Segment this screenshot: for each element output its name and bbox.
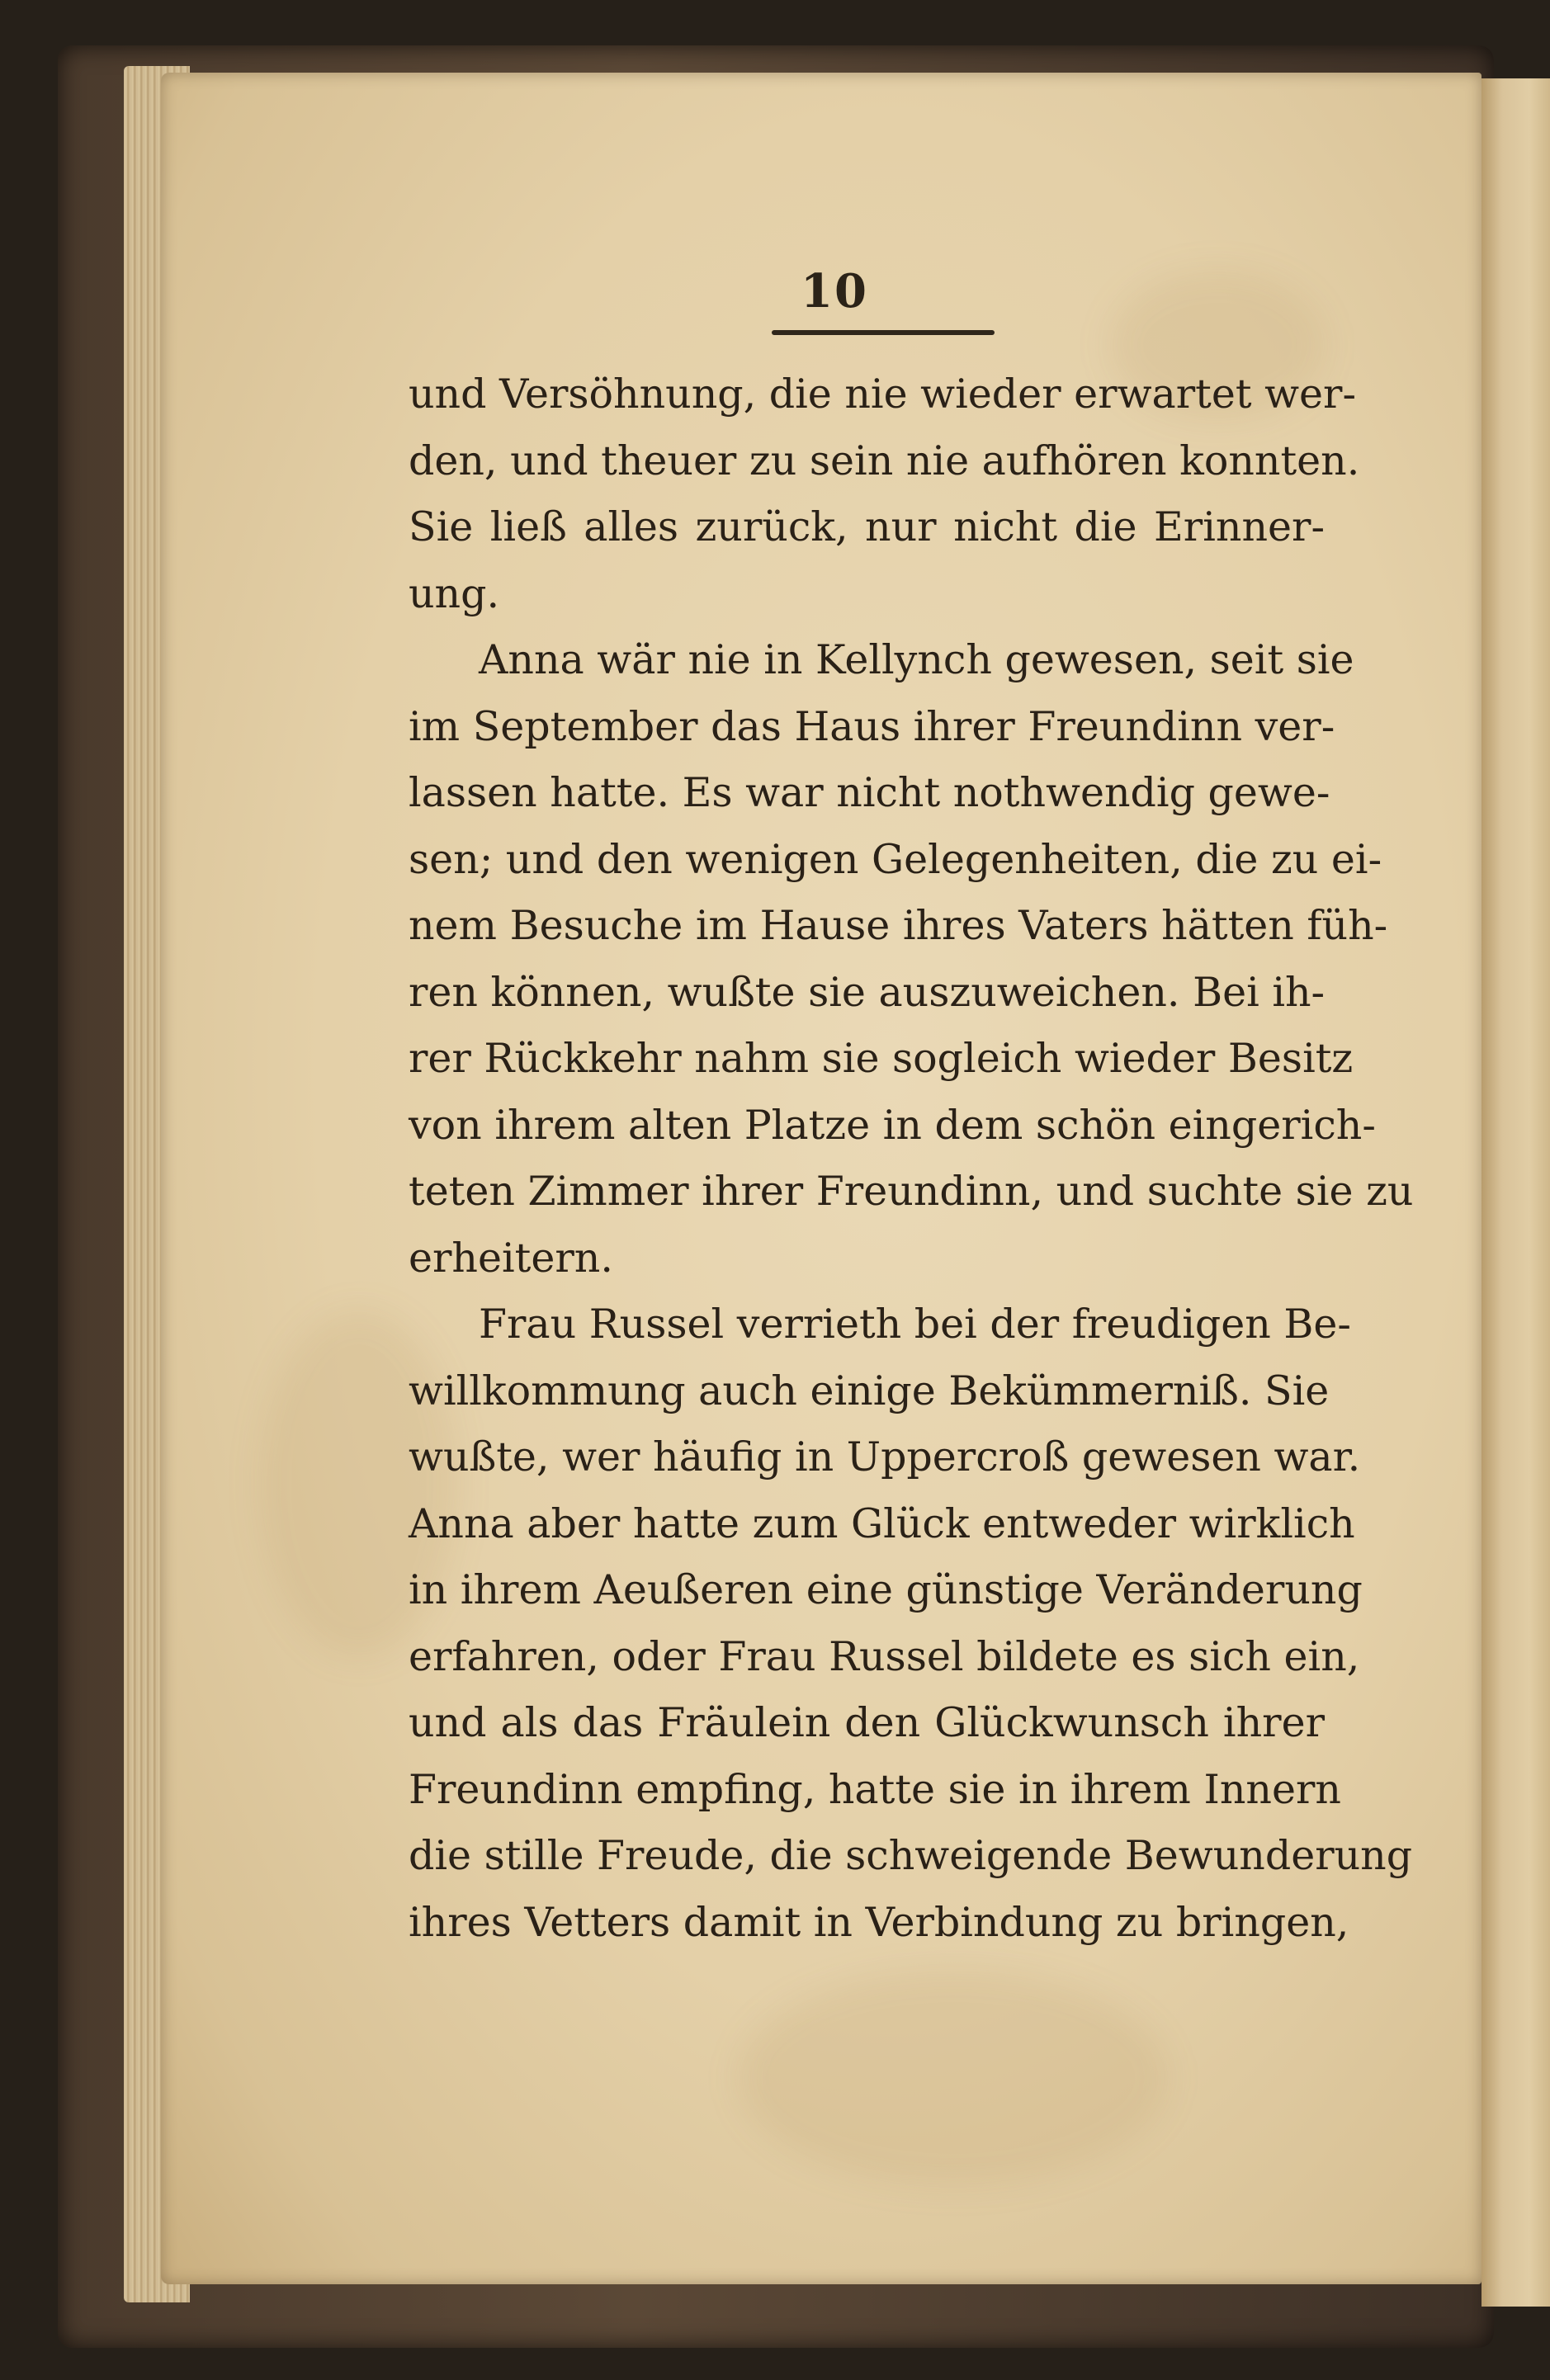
text-line: willkommung auch einige Bekümmerniß. Sie [409, 1367, 1330, 1414]
text-line: ren können, wußte sie auszuweichen. Bei ih- [409, 968, 1326, 1016]
text-line: sen; und den wenigen Gelegenheiten, die zu ei- [409, 835, 1382, 883]
text-line: lassen hatte. Es war nicht nothwendig gewe- [409, 769, 1330, 816]
text-line: Anna wär nie in Kellynch gewesen, seit sie [479, 636, 1354, 683]
text-line: erfahren, oder Frau Russel bildete es sich ein, [409, 1632, 1360, 1680]
text-line: im September das Haus ihrer Freundinn ver- [409, 702, 1335, 750]
text-line: in ihrem Aeußeren eine günstige Veränderung [409, 1566, 1363, 1613]
text-line: teten Zimmer ihrer Freundinn, und suchte sie zu [409, 1168, 1414, 1215]
text-line: ung. [409, 569, 500, 617]
header-rule [772, 330, 995, 335]
text-line: den, und theuer zu sein nie aufhören konnten. [409, 437, 1360, 484]
body-text [409, 361, 1414, 1956]
text-line: erheitern. [409, 1234, 613, 1282]
text-line: wußte, wer häufig in Uppercroß gewesen war. [409, 1433, 1361, 1480]
text-line: und Versöhnung, die nie wieder erwartet wer- [409, 371, 1357, 418]
facing-page-edge [1481, 78, 1550, 2307]
text-line: und als das Fräulein den Glückwunsch ihrer [409, 1699, 1325, 1746]
text-line: Frau Russel verrieth bei der freudigen Be- [479, 1301, 1351, 1348]
text-line: Sie ließ alles zurück, nur nicht die Erinner- [409, 503, 1325, 550]
paper-stain [739, 1971, 1168, 2185]
text-line: nem Besuche im Hause ihres Vaters hätten füh- [409, 902, 1388, 949]
text-line: die stille Freude, die schweigende Bewunderung [409, 1832, 1413, 1879]
text-line: Freundinn empfing, hatte sie in ihrem Innern [409, 1765, 1341, 1813]
text-line: Anna aber hatte zum Glück entweder wirklich [409, 1499, 1355, 1547]
page-number: 10 [801, 264, 868, 319]
text-line: ihres Vetters damit in Verbindung zu bringen, [409, 1898, 1349, 1946]
text-line: von ihrem alten Platze in dem schön eingerich- [409, 1101, 1376, 1149]
text-line: rer Rückkehr nahm sie sogleich wieder Besitz [409, 1035, 1354, 1082]
